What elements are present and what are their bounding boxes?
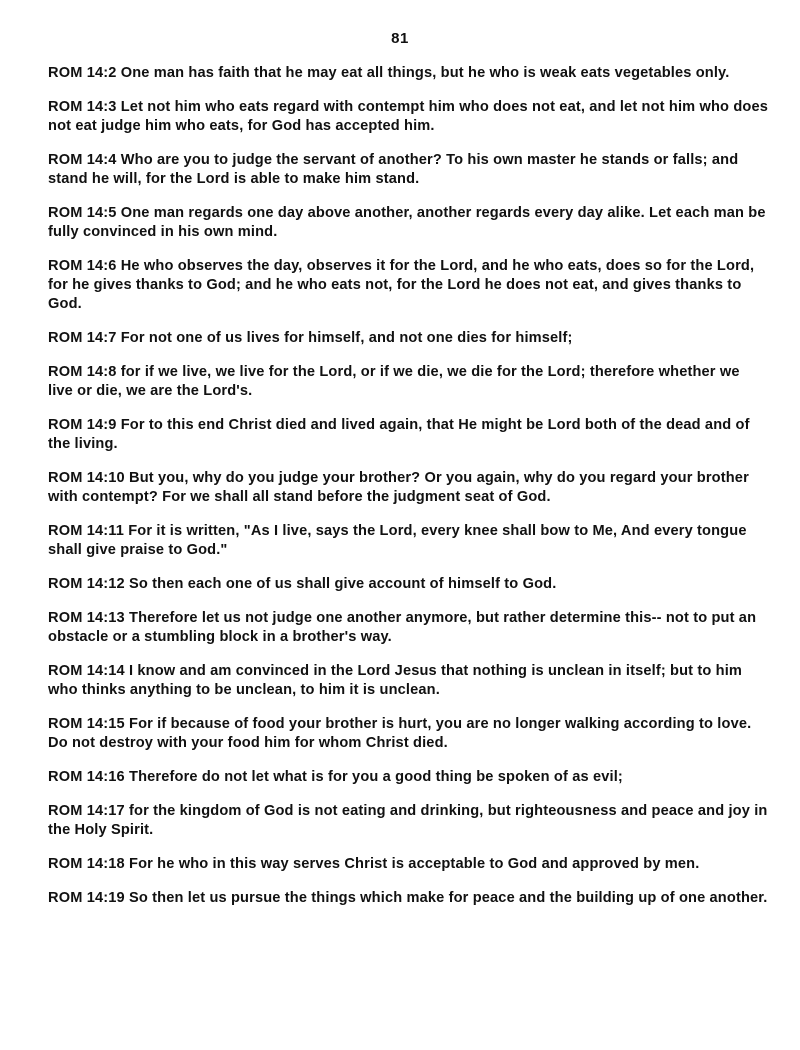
verse-ref: ROM 14:10 [48,470,125,486]
verse-ref: ROM 14:12 [48,576,125,592]
verse-text: One man has faith that he may eat all things, but he who is weak eats vegetables only. [120,65,730,81]
verse-ref: ROM 14:7 [48,330,117,346]
page-number: 81 [391,30,409,47]
verse-ref: ROM 14:16 [48,769,125,785]
verse-text: One man regards one day above another, another regards every day alike. Let each man be fully convinced in his own mind. [48,205,766,240]
verse-text: for if we live, we live for the Lord, or if we die, we die for the Lord; therefore whether we live or die, we are the Lord's. [48,364,740,399]
verse-text: For he who in this way serves Christ is acceptable to God and approved by men. [129,856,700,872]
verse-ref: ROM 14:6 [48,258,117,274]
verse-ref: ROM 14:15 [48,716,125,732]
verse-ref: ROM 14:17 [48,803,125,819]
verse-ref: ROM 14:4 [48,152,117,168]
verse [48,715,768,753]
verse [48,802,768,840]
verse-ref: ROM 14:5 [48,205,117,221]
verse-ref: ROM 14:19 [48,890,125,906]
verse [48,98,768,136]
verse-text: For to this end Christ died and lived again, that He might be Lord both of the dead and of the living. [48,417,750,452]
verse [48,469,768,507]
verse-ref: ROM 14:13 [48,610,125,626]
verse-ref: ROM 14:2 [48,65,117,81]
verse-text: But you, why do you judge your brother? Or you again, why do you regard your brother with contempt? For we shall all stand before the judgment seat of God. [48,470,749,505]
verse-text: For if because of food your brother is hurt, you are no longer walking according to love. Do not destroy with your food him for whom Christ died. [48,716,752,751]
verse [48,151,768,189]
verse-text: For not one of us lives for himself, and not one dies for himself; [120,330,573,346]
verse-text: So then let us pursue the things which make for peace and the building up of one another. [129,890,768,906]
verse [48,416,768,454]
verse-ref: ROM 14:11 [48,523,124,539]
verse-text: for the kingdom of God is not eating and drinking, but righteousness and peace and joy in the Holy Spirit. [48,803,768,838]
verse-text: Who are you to judge the servant of another? To his own master he stands or falls; and stand he will, for the Lord is able to make him stand. [48,152,739,187]
verse-list [48,64,768,923]
verse-ref: ROM 14:18 [48,856,125,872]
verse [48,609,768,647]
verse [48,855,768,874]
verse-text: Let not him who eats regard with contempt him who does not eat, and let not him who does not eat judge him who eats, for God has accepted him. [48,99,768,134]
verse-ref: ROM 14:3 [48,99,117,115]
verse-ref: ROM 14:9 [48,417,117,433]
verse [48,204,768,242]
verse [48,363,768,401]
verse [48,662,768,700]
verse [48,522,768,560]
verse-text: So then each one of us shall give account of himself to God. [129,576,557,592]
verse [48,257,768,314]
verse-text: He who observes the day, observes it for the Lord, and he who eats, does so for the Lord, for he gives thanks to God; and he who eats not, for the Lord he does not eat, and gives thanks to God. [48,258,755,312]
verse-ref: ROM 14:8 [48,364,117,380]
verse-ref: ROM 14:14 [48,663,125,679]
verse-text: Therefore do not let what is for you a good thing be spoken of as evil; [129,769,623,785]
verse-text: Therefore let us not judge one another anymore, but rather determine this-- not to put an obstacle or a stumbling block in a brother's way. [48,610,757,645]
verse-text: For it is written, "As I live, says the Lord, every knee shall bow to Me, And every tongue shall give praise to God." [48,523,747,558]
verse [48,889,768,908]
verse [48,768,768,787]
verse [48,575,768,594]
verse [48,64,768,83]
verse [48,329,768,348]
verse-text: I know and am convinced in the Lord Jesus that nothing is unclean in itself; but to him who thinks anything to be unclean, to him it is unclean. [48,663,743,698]
